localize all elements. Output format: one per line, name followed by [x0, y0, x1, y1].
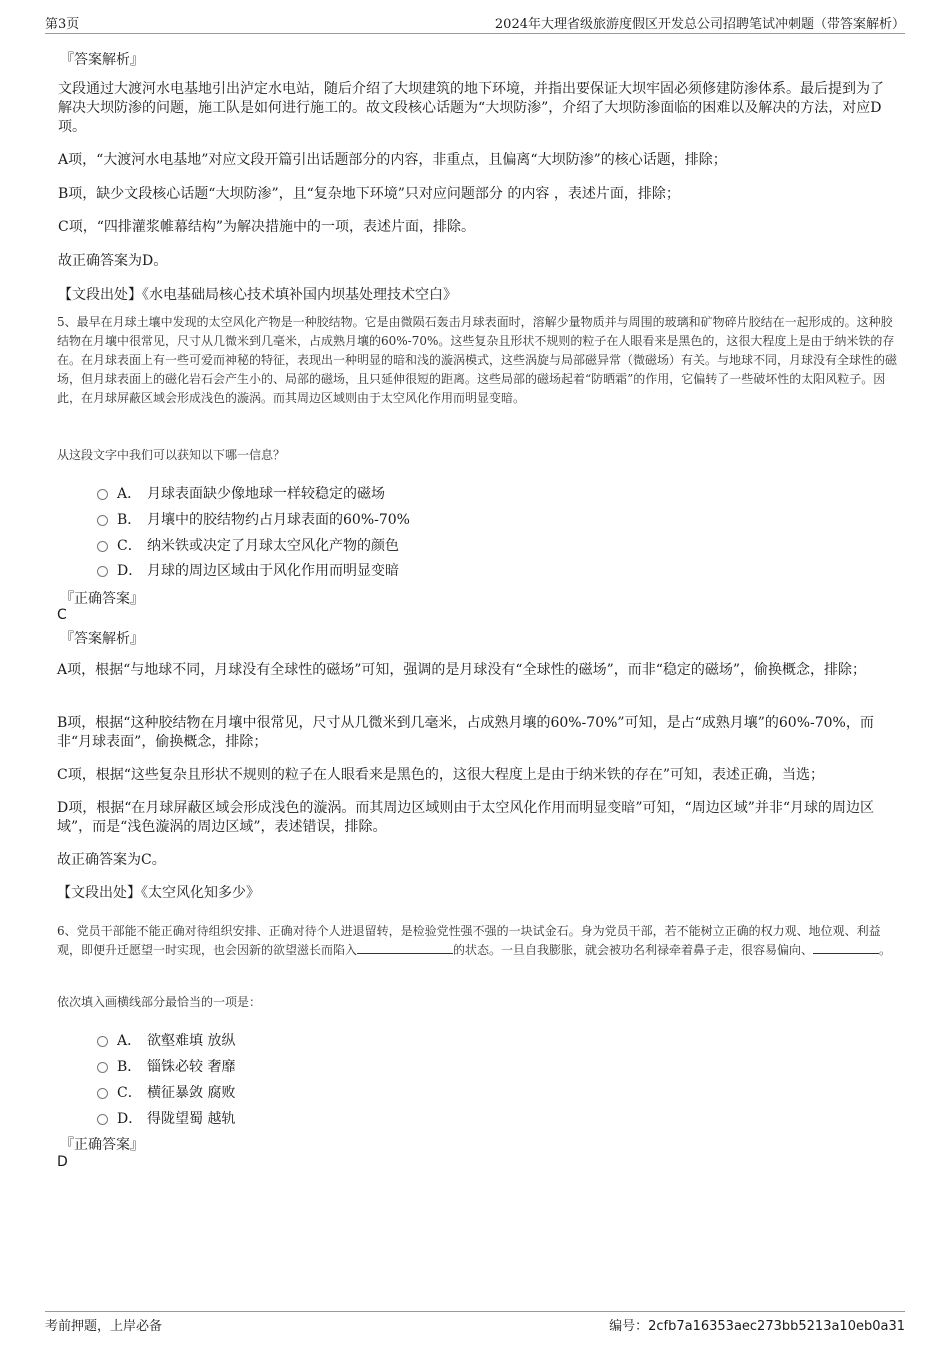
analysis-option-c: C项，“四排灌浆帷幕结构”为解决措施中的一项，表述片面，排除。	[58, 219, 476, 235]
q5-option-c[interactable]: C． 纳米铁或决定了月球太空风化产物的颜色	[97, 535, 399, 555]
analysis-option-a: A项，根据“与地球不同，月球没有全球性的磁场”可知，强调的是月球没有“全球性的磁场”，而非“稳定的磁场”，偷换概念，排除；	[57, 662, 867, 678]
passage-source: 【文段出处】《太空风化知多少》	[57, 885, 260, 901]
correct-answer-label: 『正确答案』	[60, 591, 144, 607]
analysis-conclusion: 故正确答案为D。	[58, 253, 168, 269]
q5-option-d[interactable]: D． 月球的周边区域由于风化作用而明显变暗	[97, 560, 399, 580]
q6-option-d[interactable]: D． 得陇望蜀 越轨	[97, 1108, 235, 1128]
correct-answer: C	[57, 607, 67, 623]
analysis-label: 『答案解析』	[60, 631, 144, 647]
page-number: 第3页	[45, 17, 80, 32]
analysis-label: 『答案解析』	[60, 52, 144, 68]
fill-blank-1[interactable]	[357, 941, 453, 954]
radio-icon[interactable]	[97, 566, 108, 577]
question-6-stem: 6、党员干部能不能正确对待组织安排、正确对待个人进退留转，是检验党性强不强的一块试金石。身为党员干部，若不能树立正确的权力观、地位观、利益观，即便升迁愿望一时实现，也会因新的欲望滋长而陷入 的状态。一旦自我膨胀，就会被功名利禄牵着鼻子走，很容易偏向、 。	[57, 924, 892, 957]
analysis-option-d: D项，根据“在月球屏蔽区域会形成浅色的漩涡。而其周边区域则由于太空风化作用而明显变暗”可知，“周边区域”并非“月球的周边区域”，而是“浅色漩涡的周边区域”，表述错误，排除。	[57, 800, 875, 835]
question-5-prompt: 从这段文字中我们可以获知以下哪一信息？	[57, 448, 286, 462]
analysis-option-b: B项，缺少文段核心话题“大坝防渗”，且“复杂地下环境”只对应问题部分 的内容 ，表述片面，排除；	[58, 186, 680, 202]
radio-icon[interactable]	[97, 1114, 108, 1125]
q6-option-a[interactable]: A． 欲壑难填 放纵	[97, 1030, 235, 1050]
analysis-conclusion: 故正确答案为C。	[57, 852, 166, 868]
q6-option-b[interactable]: B． 锱铢必较 奢靡	[97, 1056, 235, 1076]
document-code: 编号：2cfb7a16353aec273bb5213a10eb0a31	[609, 1319, 905, 1334]
page-header	[45, 13, 905, 34]
radio-icon[interactable]	[97, 515, 108, 526]
fill-blank-2[interactable]	[813, 941, 879, 954]
q5-option-a[interactable]: A． 月球表面缺少像地球一样较稳定的磁场	[97, 483, 385, 503]
correct-answer-label: 『正确答案』	[60, 1137, 144, 1153]
radio-icon[interactable]	[97, 1088, 108, 1099]
analysis-option-b: B项，根据“这种胶结物在月壤中很常见，尺寸从几微米到几毫米，占成熟月壤的60%-70%”可知，是占“成熟月壤”的60%-70%，而非“月球表面”，偷换概念，排除；	[57, 715, 874, 750]
correct-answer: D	[57, 1154, 68, 1170]
passage-source: 【文段出处】《水电基础局核心技术填补国内坝基处理技术空白》	[58, 287, 457, 303]
footer-slogan: 考前押题，上岸必备	[45, 1319, 163, 1334]
analysis-option-a: A项，“大渡河水电基地”对应文段开篇引出话题部分的内容，非重点，且偏离“大坝防渗”的核心话题，排除；	[58, 152, 727, 168]
radio-icon[interactable]	[97, 1062, 108, 1073]
radio-icon[interactable]	[97, 489, 108, 500]
document-title: 2024年大理省级旅游度假区开发总公司招聘笔试冲刺题（带答案解析）	[494, 17, 905, 32]
question-6-prompt: 依次填入画横线部分最恰当的一项是：	[57, 995, 262, 1009]
analysis-option-c: C项，根据“这些复杂且形状不规则的粒子在人眼看来是黑色的，这很大程度上是由于纳米铁的存在”可知，表述正确，当选；	[57, 767, 825, 783]
q5-option-b[interactable]: B． 月壤中的胶结物约占月球表面的60%-70%	[97, 509, 410, 529]
analysis-paragraph: 文段通过大渡河水电基地引出泸定水电站，随后介绍了大坝建筑的地下环境，并指出要保证大坝牢固必须修建防渗体系。最后提到为了解决大坝防渗的问题，施工队是如何进行施工的。故文段核心话题为“大坝防渗”，介绍了大坝防渗面临的困难以及解决的方法，对应D项。	[58, 81, 884, 135]
radio-icon[interactable]	[97, 1036, 108, 1047]
question-5-stem: 5、最早在月球土壤中发现的太空风化产物是一种胶结物。它是由微陨石轰击月球表面时，溶解少量物质并与周围的玻璃和矿物碎片胶结在一起形成的。这种胶结物在月壤中很常见，尺寸从几微米到几毫米，占成熟月壤的60%-70%。这些复杂且形状不规则的粒子在人眼看来是黑色的，这很大程度上是由于纳米铁的存在。在月球表面上有一些可爱而神秘的特征，表现出一种明显的暗和浅的漩涡模式，这些涡旋与局部磁异常（微磁场）有关。与地球不同，月球没有全球性的磁场，但月球表面上的磁化岩石会产生小的、局部的磁场，且只延伸很短的距离。这些局部的磁场起着“防晒霜”的作用，它偏转了一些破坏性的太阳风粒子。因此，在月球屏蔽区域会形成浅色的漩涡。而其周边区域则由于太空风化作用而明显变暗。	[57, 315, 898, 405]
q6-option-c[interactable]: C． 横征暴敛 腐败	[97, 1082, 235, 1102]
radio-icon[interactable]	[97, 541, 108, 552]
page-footer	[45, 1311, 905, 1336]
